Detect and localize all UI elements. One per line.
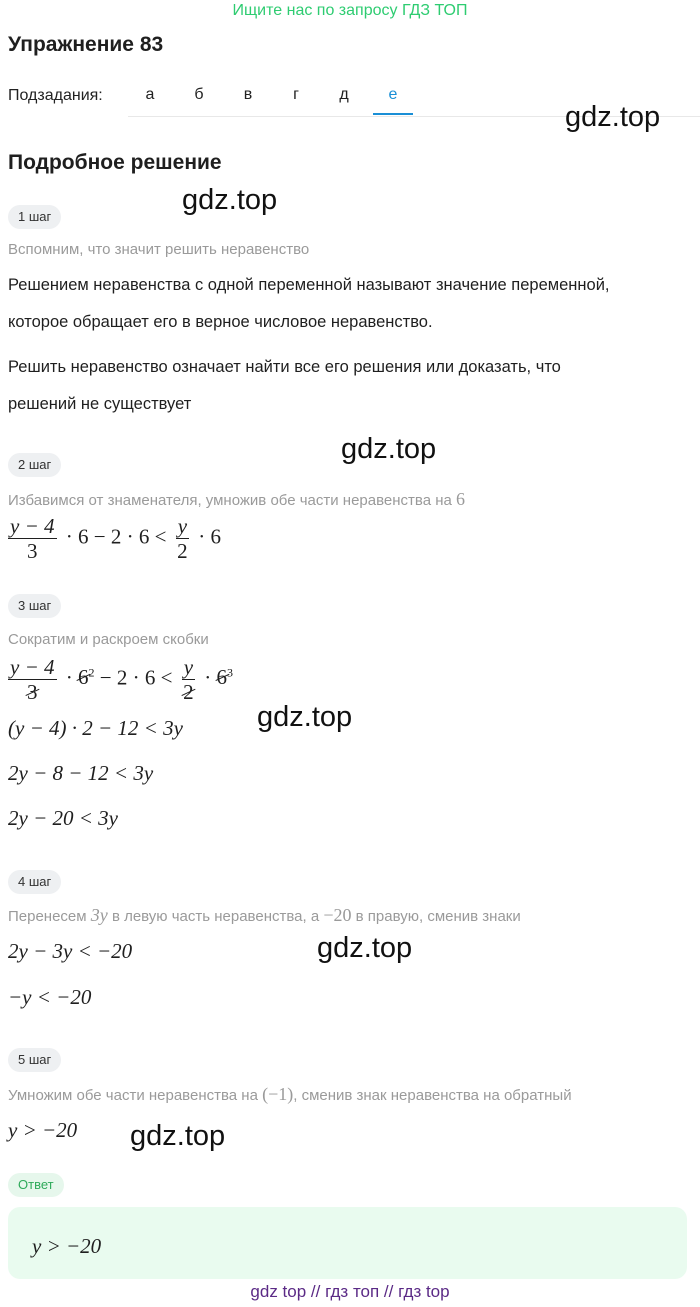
section-title: Подробное решение [8, 151, 222, 174]
watermark: gdz.top [565, 101, 661, 133]
answer-badge: Ответ [8, 1173, 64, 1197]
step-note [8, 905, 521, 926]
step-badge: 1 шаг [8, 205, 61, 229]
answer-box [8, 1207, 687, 1279]
step-badge: 2 шаг [8, 453, 61, 477]
answer-value: y > −20 [32, 1234, 102, 1258]
step-note-text: , сменив знак неравенства на обратный [293, 1087, 572, 1104]
cancelled-factor: 6 [216, 665, 228, 690]
step-note-text: Избавимся от знаменателя, умножив обе части неравенства на [8, 492, 452, 509]
math-line: −y < −20 [8, 985, 92, 1009]
watermark: gdz.top [130, 1120, 226, 1152]
cancelled-denominator: 3 [27, 680, 38, 704]
watermark: gdz.top [257, 701, 353, 733]
step-note-math: 6 [456, 489, 466, 509]
page-title: Упражнение 83 [8, 33, 164, 56]
tab-b[interactable]: б [194, 86, 204, 103]
step-note-math: (−1) [262, 1084, 294, 1104]
watermark: gdz.top [182, 184, 278, 216]
step-badge: 4 шаг [8, 870, 61, 894]
fraction-numerator: y − 4 [10, 514, 55, 538]
math-expression [8, 514, 221, 563]
tab-v[interactable]: в [243, 86, 253, 103]
cancelled-denominator: 2 [183, 680, 194, 704]
fraction-numerator: y [177, 514, 188, 538]
superscript: 3 [227, 665, 234, 680]
step-text: Решить неравенство означает найти все его решения или доказать, что [8, 358, 561, 376]
tab-g[interactable]: г [293, 86, 299, 103]
subtasks-label: Подзадания: [8, 87, 103, 104]
step-note [8, 489, 465, 510]
step-note-math: 3y [90, 905, 108, 925]
math-line: 2y − 20 < 3y [8, 806, 118, 830]
math-expression: $\frac{y - 4}{3}$ · $6^2 - 2 \cdot 6$ < $\frac{y}{2}$ · $6^3$ [10, 655, 234, 704]
step-note-math: −20 [323, 905, 352, 925]
math-line: 2y − 8 − 12 < 3y [8, 761, 154, 785]
step-note-text: в левую часть неравенства, а [111, 908, 320, 925]
math-term: − 2 · 6 < [99, 665, 173, 690]
fraction-numerator: y − 4 [10, 655, 55, 679]
step-note: Сократим и раскроем скобки [8, 631, 209, 648]
step-text: которое обращает его в верное числовое неравенство. [8, 313, 433, 331]
step-note-text: Умножим обе части неравенства на [8, 1087, 258, 1104]
step-note: Вспомним, что значит решить неравенство [8, 241, 310, 258]
step-badge: 5 шаг [8, 1048, 61, 1072]
tab-d[interactable]: д [339, 86, 349, 103]
step-badge: 3 шаг [8, 594, 61, 618]
superscript: 2 [88, 665, 95, 680]
top-banner[interactable]: Ищите нас по запросу ГДЗ ТОП [232, 2, 468, 19]
step-text: Решением неравенства с одной переменной называют значение переменной, [8, 276, 610, 294]
math-line: y > −20 [8, 1118, 78, 1142]
math-term: · 6 [198, 524, 222, 549]
math-line: (y − 4) · 2 − 12 < 3y [8, 716, 183, 740]
watermark: gdz.top [317, 932, 413, 964]
watermark: gdz.top [341, 433, 437, 465]
fraction-denominator: 3 [27, 539, 38, 563]
fraction-numerator: y [183, 655, 194, 679]
footer-links[interactable]: gdz top // гдз топ // гдз top [250, 1282, 450, 1301]
cancelled-factor: 6 [78, 665, 89, 690]
math-term: · 6 − 2 · 6 < [65, 524, 167, 549]
step-text: решений не существует [8, 395, 192, 413]
tab-a[interactable]: а [145, 86, 155, 103]
math-line: 2y − 3y < −20 [8, 939, 133, 963]
step-note-text: в правую, сменив знаки [355, 908, 521, 925]
active-tab-indicator [373, 113, 413, 115]
fraction-denominator: 2 [177, 539, 188, 563]
step-note-text: Перенесем [8, 908, 87, 925]
step-note [8, 1084, 572, 1105]
tab-e[interactable]: е [388, 86, 398, 103]
